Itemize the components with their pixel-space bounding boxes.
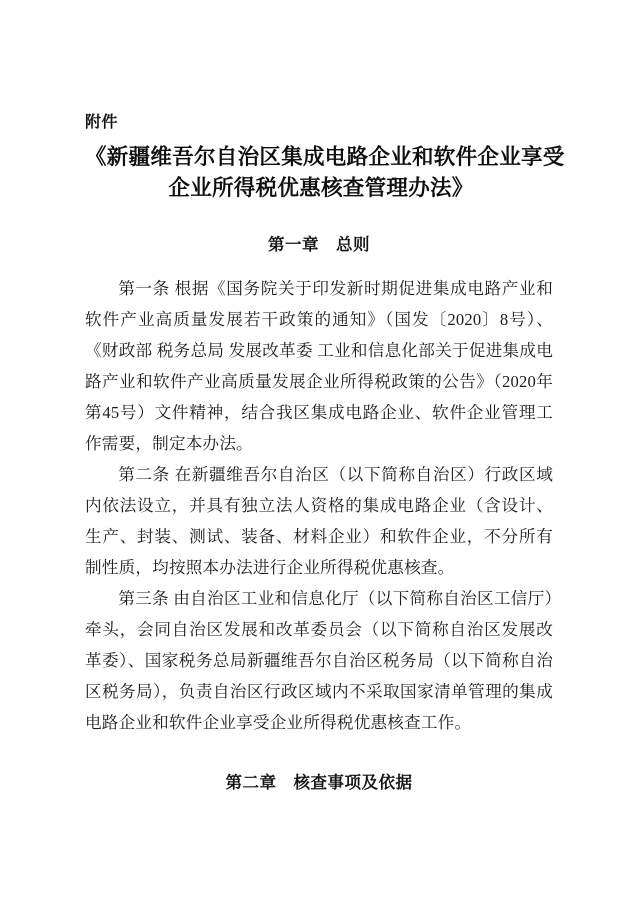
- document-content: [85, 112, 565, 799]
- article-paragraph-2: 第二条 在新疆维吾尔自治区（以下简称自治区）行政区域内依法设立，并具有独立法人资格的集成电路企业（含设计、生产、封装、测试、装备、材料企业）和软件企业，不分所有制性质，均按照本办法进行企业所得税优惠核查。: [85, 465, 553, 577]
- chapter-1-body: [85, 273, 553, 738]
- page-title: [85, 142, 565, 204]
- attachment-label: 附件: [85, 114, 119, 131]
- chapter-heading-1: 第一章 总则: [268, 236, 370, 254]
- article-paragraph-3: 第三条 由自治区工业和信息化厅（以下简称自治区工信厅）牵头，会同自治区发展和改革委员会（以下简称自治区发展改革委）、国家税务总局新疆维吾尔自治区税务局（以下简称自治区税务局），负责自治区行政区域内不采取国家清单管理的集成电路企业和软件企业享受企业所得税优惠核查工作。: [85, 589, 553, 732]
- page-title-line-1: 《新疆维吾尔自治区集成电路企业和软件企业享受: [85, 145, 565, 169]
- chapter-heading-2: 第二章 核查事项及依据: [225, 774, 413, 792]
- page-title-line-2: 企业所得税优惠核查管理办法》: [168, 176, 474, 200]
- article-paragraph-1: 第一条 根据《国务院关于印发新时期促进集成电路产业和软件产业高质量发展若干政策的通知》（国发〔2020〕8号）、《财政部 税务总局 发展改革委 工业和信息化部关于促进集成电路产业和软件产业高质量发展企业所得税政策的公告》（2020年第45号）文件精神，结合我区集成电路企业、软件企业管理工作需要，制定本办法。: [85, 279, 553, 453]
